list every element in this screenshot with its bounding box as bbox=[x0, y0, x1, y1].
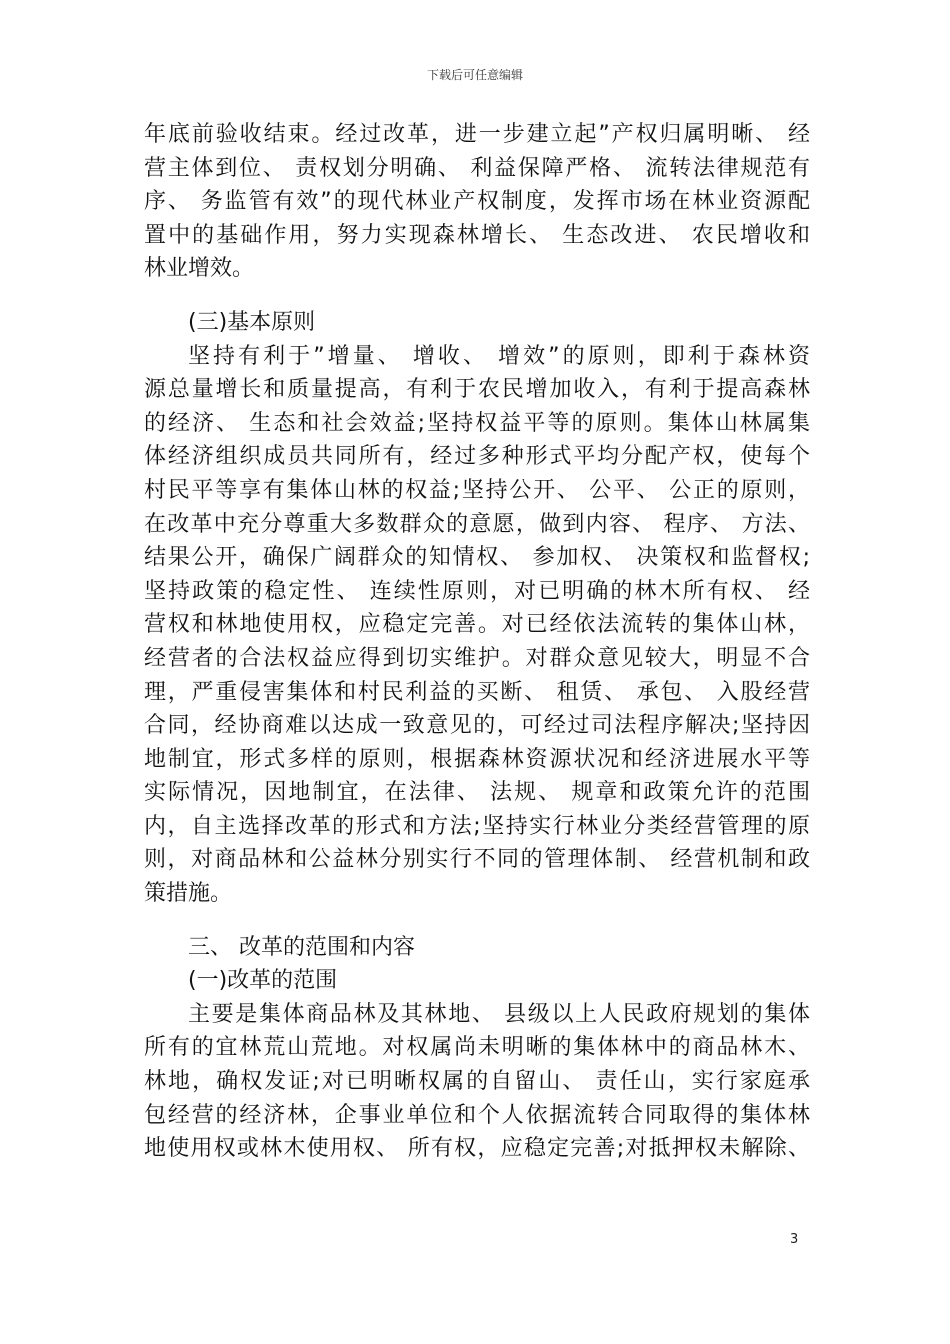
text-line: 林地，确权发证;对已明晰权属的自留山、 责任山，实行家庭承 bbox=[144, 1069, 810, 1095]
paragraph-principles bbox=[144, 340, 810, 911]
text-line: 策措施。 bbox=[144, 881, 233, 907]
text-line: 实际情况，因地制宜，在法律、 法规、 规章和政策允许的范围 bbox=[144, 780, 810, 806]
text-line: 置中的基础作用，努力实现森林增长、 生态改进、 农民增收和 bbox=[144, 222, 810, 248]
text-line: 主要是集体商品林及其林地、 县级以上人民政府规划的集体 bbox=[188, 1001, 810, 1027]
text-line: 村民平等享有集体山林的权益;坚持公开、 公平、 公正的原则， bbox=[144, 477, 810, 503]
text-line: 合同，经协商难以达成一致意见的，可经过司法程序解决;坚持因 bbox=[144, 713, 810, 739]
text-line: 源总量增长和质量提高，有利于农民增加收入，有利于提高森林 bbox=[144, 377, 810, 403]
text-line: 的经济、 生态和社会效益;坚持权益平等的原则。集体山林属集 bbox=[144, 410, 810, 436]
text-line: 经营者的合法权益应得到切实维护。对群众意见较大，明显不合 bbox=[144, 645, 810, 671]
text-line: 体经济组织成员共同所有，经过多种形式平均分配产权，使每个 bbox=[144, 444, 810, 470]
text-line: 则，对商品林和公益林分别实行不同的管理体制、 经营机制和政 bbox=[144, 847, 810, 873]
page-number: 3 bbox=[790, 1232, 799, 1247]
document-body bbox=[144, 118, 810, 1166]
text-line: 坚持有利于”增量、 增收、 增效”的原则，即利于森林资 bbox=[188, 343, 810, 369]
text-line: 内，自主选择改革的形式和方法;坚持实行林业分类经营管理的原 bbox=[144, 813, 810, 839]
section-heading-basic-principles: (三)基本原则 bbox=[188, 309, 316, 335]
paragraph-goals bbox=[144, 118, 810, 286]
text-line: 理，严重侵害集体和村民利益的买断、 租赁、 承包、 入股经营 bbox=[144, 679, 810, 705]
text-line: 地制宜，形式多样的原则，根据森林资源状况和经济进展水平等 bbox=[144, 746, 810, 772]
text-line: 营主体到位、 责权划分明确、 利益保障严格、 流转法律规范有 bbox=[144, 155, 810, 181]
page-header: 下载后可任意编辑 bbox=[426, 68, 523, 82]
text-line: 结果公开，确保广阔群众的知情权、 参加权、 决策权和监督权; bbox=[144, 545, 810, 571]
subsection-heading-reform-scope: (一)改革的范围 bbox=[188, 968, 338, 994]
text-line: 序、 务监管有效”的现代林业产权制度，发挥市场在林业资源配 bbox=[144, 189, 810, 215]
paragraph-scope bbox=[144, 998, 810, 1166]
text-line: 坚持政策的稳定性、 连续性原则，对已明确的林木所有权、 经 bbox=[144, 578, 810, 604]
text-line: 包经营的经济林，企事业单位和个人依据流转合同取得的集体林 bbox=[144, 1102, 810, 1128]
section-heading-reform-scope-content: 三、 改革的范围和内容 bbox=[188, 934, 415, 960]
text-line: 地使用权或林木使用权、 所有权，应稳定完善;对抵押权未解除、 bbox=[144, 1136, 810, 1162]
text-line: 年底前验收结束。经过改革，进一步建立起”产权归属明晰、 经 bbox=[144, 122, 810, 147]
text-line: 所有的宜林荒山荒地。对权属尚未明晰的集体林中的商品林木、 bbox=[144, 1035, 810, 1061]
text-line: 在改革中充分尊重大多数群众的意愿，做到内容、 程序、 方法、 bbox=[144, 511, 810, 537]
text-line: 林业增效。 bbox=[144, 256, 255, 282]
text-line: 营权和林地使用权，应稳定完善。对已经依法流转的集体山林， bbox=[144, 612, 810, 638]
